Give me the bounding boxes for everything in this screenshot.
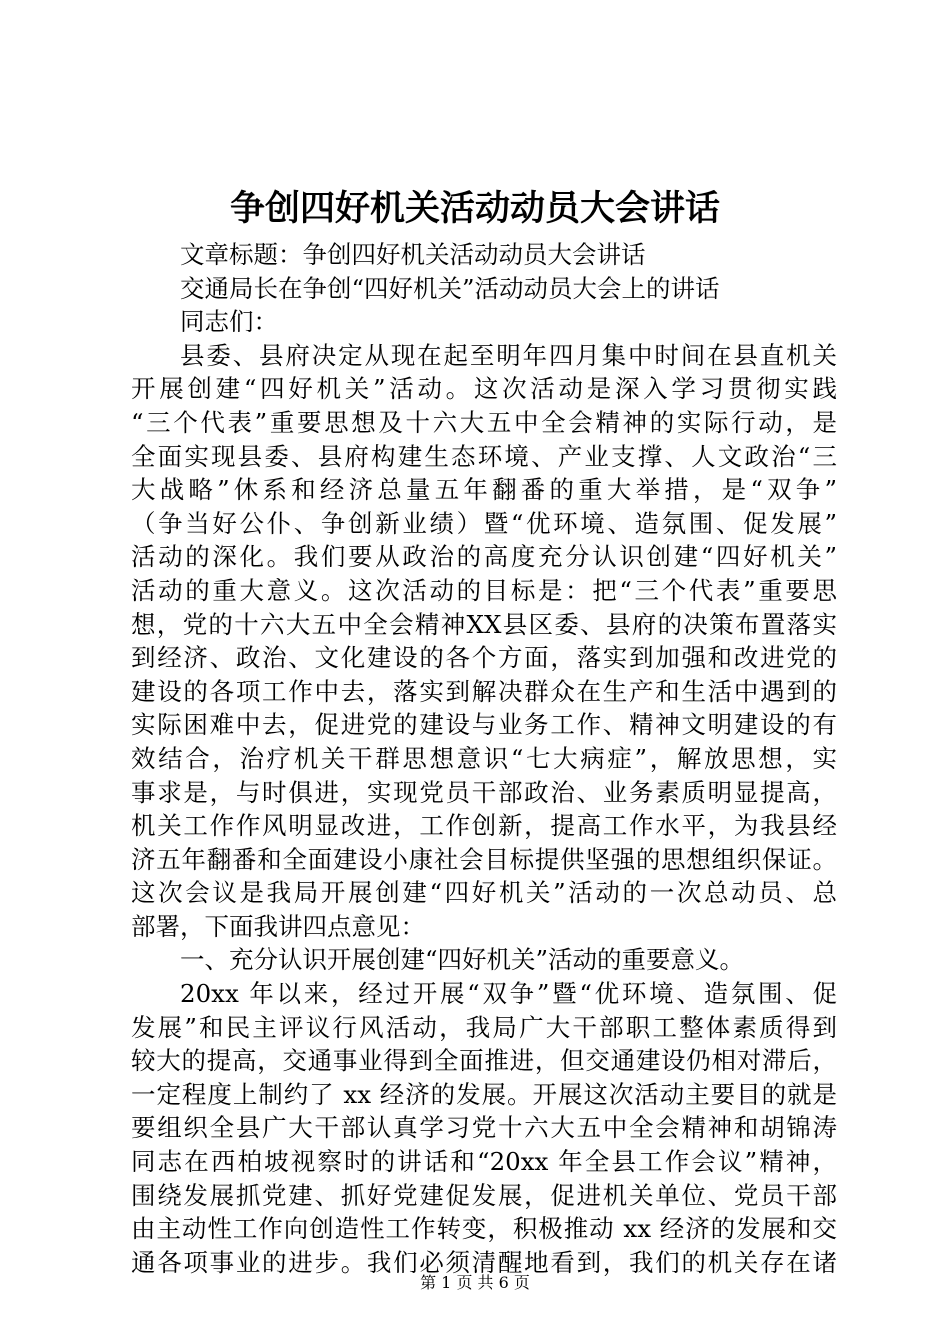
text-line: 通各项事业的进步。我们必须清醒地看到，我们的机关存在诸: [131, 1247, 837, 1277]
text-line: 一定程度上制约了 xx 经济的发展。开展这次活动主要目的就是: [131, 1079, 837, 1109]
text-line: 活动的重大意义。这次活动的目标是：把“三个代表”重要思: [131, 575, 837, 605]
text-line: 建设的各项工作中去，落实到解决群众在生产和生活中遇到的: [131, 676, 837, 706]
text-line: 交通局长在争创“四好机关”活动动员大会上的讲话: [180, 273, 720, 303]
text-line: 较大的提高，交通事业得到全面推进，但交通建设仍相对滞后，: [131, 1046, 837, 1076]
text-line: 同志们：: [180, 307, 278, 337]
text-line: 同志在西柏坡视察时的讲话和“20xx 年全县工作会议”精神，: [131, 1147, 837, 1177]
text-line: （争当好公仆、争创新业绩）暨“优环境、造氛围、促发展”: [131, 508, 837, 538]
text-line: 机关工作作风明显改进，工作创新，提高工作水平，为我县经: [131, 811, 837, 841]
text-line: 由主动性工作向创造性工作转变，积极推动 xx 经济的发展和交: [131, 1214, 837, 1244]
text-line: 部署，下面我讲四点意见：: [131, 911, 425, 941]
document-body: [131, 238, 837, 1279]
text-line: 这次会议是我局开展创建“四好机关”活动的一次总动员、总: [131, 878, 837, 908]
text-line: 一、充分认识开展创建“四好机关”活动的重要意义。: [180, 945, 745, 975]
page-footer: 第 1 页 共 6 页: [420, 1273, 530, 1292]
text-line: 到经济、政治、文化建设的各个方面，落实到加强和改进党的: [131, 643, 837, 673]
page-title: 争创四好机关活动动员大会讲话: [229, 188, 720, 229]
text-line: 活动的深化。我们要从政治的高度充分认识创建“四好机关”: [131, 542, 837, 572]
text-line: 想，党的十六大五中全会精神XX县区委、县府的决策布置落实: [131, 609, 837, 639]
text-line: 发展”和民主评议行风活动，我局广大干部职工整体素质得到: [131, 1012, 837, 1042]
text-line: 济五年翻番和全面建设小康社会目标提供坚强的思想组织保证。: [131, 844, 837, 874]
text-line: 效结合，治疗机关干群思想意识“七大病症”，解放思想，实: [131, 743, 837, 773]
text-line: 全面实现县委、县府构建生态环境、产业支撑、人文政治“三: [131, 441, 837, 471]
text-line: 围绕发展抓党建、抓好党建促发展，促进机关单位、党员干部: [131, 1180, 837, 1210]
text-line: 事求是，与时俱进，实现党员干部政治、业务素质明显提高，: [131, 777, 837, 807]
text-line: 文章标题：争创四好机关活动动员大会讲话: [180, 240, 646, 269]
text-line: 县委、县府决定从现在起至明年四月集中时间在县直机关: [180, 340, 837, 370]
text-line: 大战略”休系和经济总量五年翻番的重大举措，是“双争”: [131, 475, 837, 505]
text-line: 20xx 年以来，经过开展“双争”暨“优环境、造氛围、促: [180, 979, 837, 1009]
text-line: 实际困难中去，促进党的建设与业务工作、精神文明建设的有: [131, 710, 837, 740]
text-line: 要组织全县广大干部认真学习党十六大五中全会精神和胡锦涛: [131, 1113, 837, 1143]
text-line: 开展创建“四好机关”活动。这次活动是深入学习贯彻实践: [131, 374, 837, 404]
text-line: “三个代表”重要思想及十六大五中全会精神的实际行动，是: [131, 407, 837, 437]
